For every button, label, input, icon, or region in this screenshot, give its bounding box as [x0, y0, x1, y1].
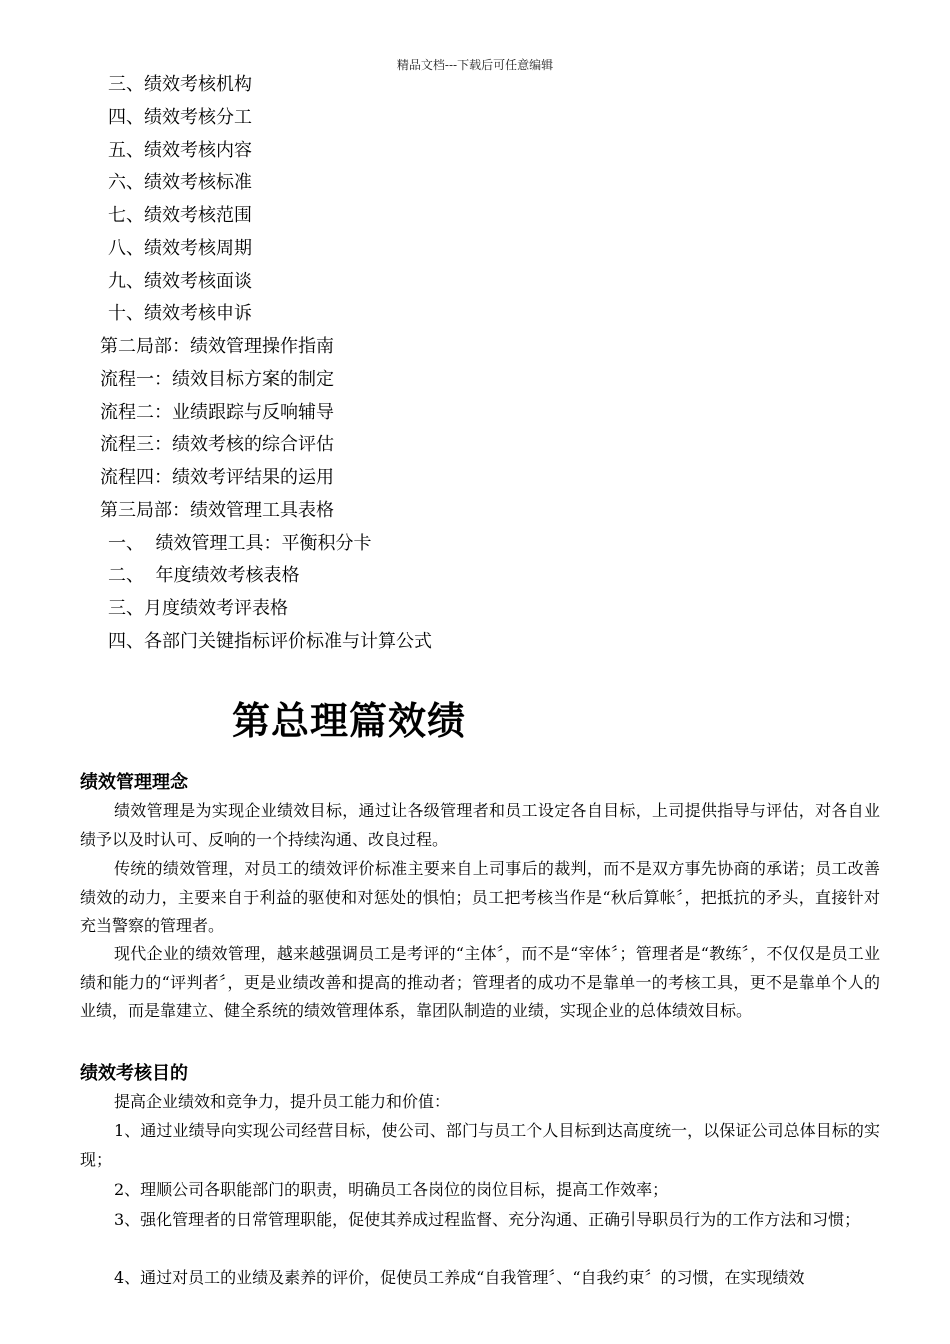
toc-part-heading: 第三局部：绩效管理工具表格	[100, 500, 334, 521]
toc-item: 流程四：绩效考评结果的运用	[100, 467, 334, 488]
toc-item: 流程三：绩效考核的综合评估	[100, 434, 334, 455]
body-paragraph: 传统的绩效管理，对员工的绩效评价标准主要来自上司事后的裁判，而不是双方事先协商的承诺；员工改善绩效的动力，主要来自于利益的驱使和对惩处的惧怕；员工把考核当作是“秋后算帐〞，把抵抗的矛头，直接针对充当警察的管理者。	[80, 859, 880, 935]
toc-item: 七、绩效考核范围	[108, 205, 252, 226]
toc-item: 四、各部门关键指标评价标准与计算公式	[108, 631, 432, 652]
body-paragraph: 2、理顺公司各职能部门的职责，明确员工各岗位的岗位目标，提高工作效率；	[114, 1180, 669, 1199]
toc-item: 三、月度绩效考评表格	[108, 598, 288, 619]
toc-item: 二、 年度绩效考核表格	[108, 565, 300, 586]
section-heading: 绩效考核目的	[80, 1063, 188, 1084]
section-heading: 绩效管理理念	[80, 772, 188, 793]
toc-part-heading: 第二局部：绩效管理操作指南	[100, 336, 334, 357]
toc-item: 十、绩效考核申诉	[108, 303, 252, 324]
body-paragraph: 1、通过业绩导向实现公司经营目标，使公司、部门与员工个人目标到达高度统一，以保证公司总体目标的实现；	[80, 1121, 880, 1169]
toc-item: 四、绩效考核分工	[108, 107, 252, 128]
toc-item: 九、绩效考核面谈	[108, 271, 252, 292]
toc-item: 八、绩效考核周期	[108, 238, 252, 259]
page-header: 精品文档---下载后可任意编辑	[396, 58, 554, 72]
body-paragraph: 提高企业绩效和竞争力，提升员工能力和价值：	[114, 1092, 451, 1111]
toc-item: 流程一：绩效目标方案的制定	[100, 369, 334, 390]
body-paragraph: 4、通过对员工的业绩及素养的评价，促使员工养成“自我管理〞、“自我约束〞的习惯，在实现绩效	[114, 1268, 805, 1287]
body-paragraph: 3、强化管理者的日常管理职能，促使其养成过程监督、充分沟通、正确引导职员行为的工作方法和习惯；	[114, 1210, 861, 1229]
toc-item: 五、绩效考核内容	[108, 140, 252, 161]
toc-item: 流程二：业绩跟踪与反响辅导	[100, 402, 334, 423]
toc-item: 一、 绩效管理工具：平衡积分卡	[108, 533, 372, 554]
toc-item: 六、绩效考核标准	[108, 172, 252, 193]
document-title: 第总理篇效绩	[232, 699, 467, 743]
body-paragraph: 绩效管理是为实现企业绩效目标，通过让各级管理者和员工设定各自目标，上司提供指导与评估，对各自业绩予以及时认可、反响的一个持续沟通、改良过程。	[80, 801, 880, 849]
toc-item: 三、绩效考核机构	[108, 74, 252, 95]
body-paragraph: 现代企业的绩效管理，越来越强调员工是考评的“主体〞，而不是“宰体〞；管理者是“教练〞，不仅仅是员工业绩和能力的“评判者〞，更是业绩改善和提高的推动者；管理者的成功不是靠单一的考核工具，更不是靠单个人的业绩，而是靠建立、健全系统的绩效管理体系，靠团队制造的业绩，实现企业的总体绩效目标。	[80, 944, 880, 1020]
